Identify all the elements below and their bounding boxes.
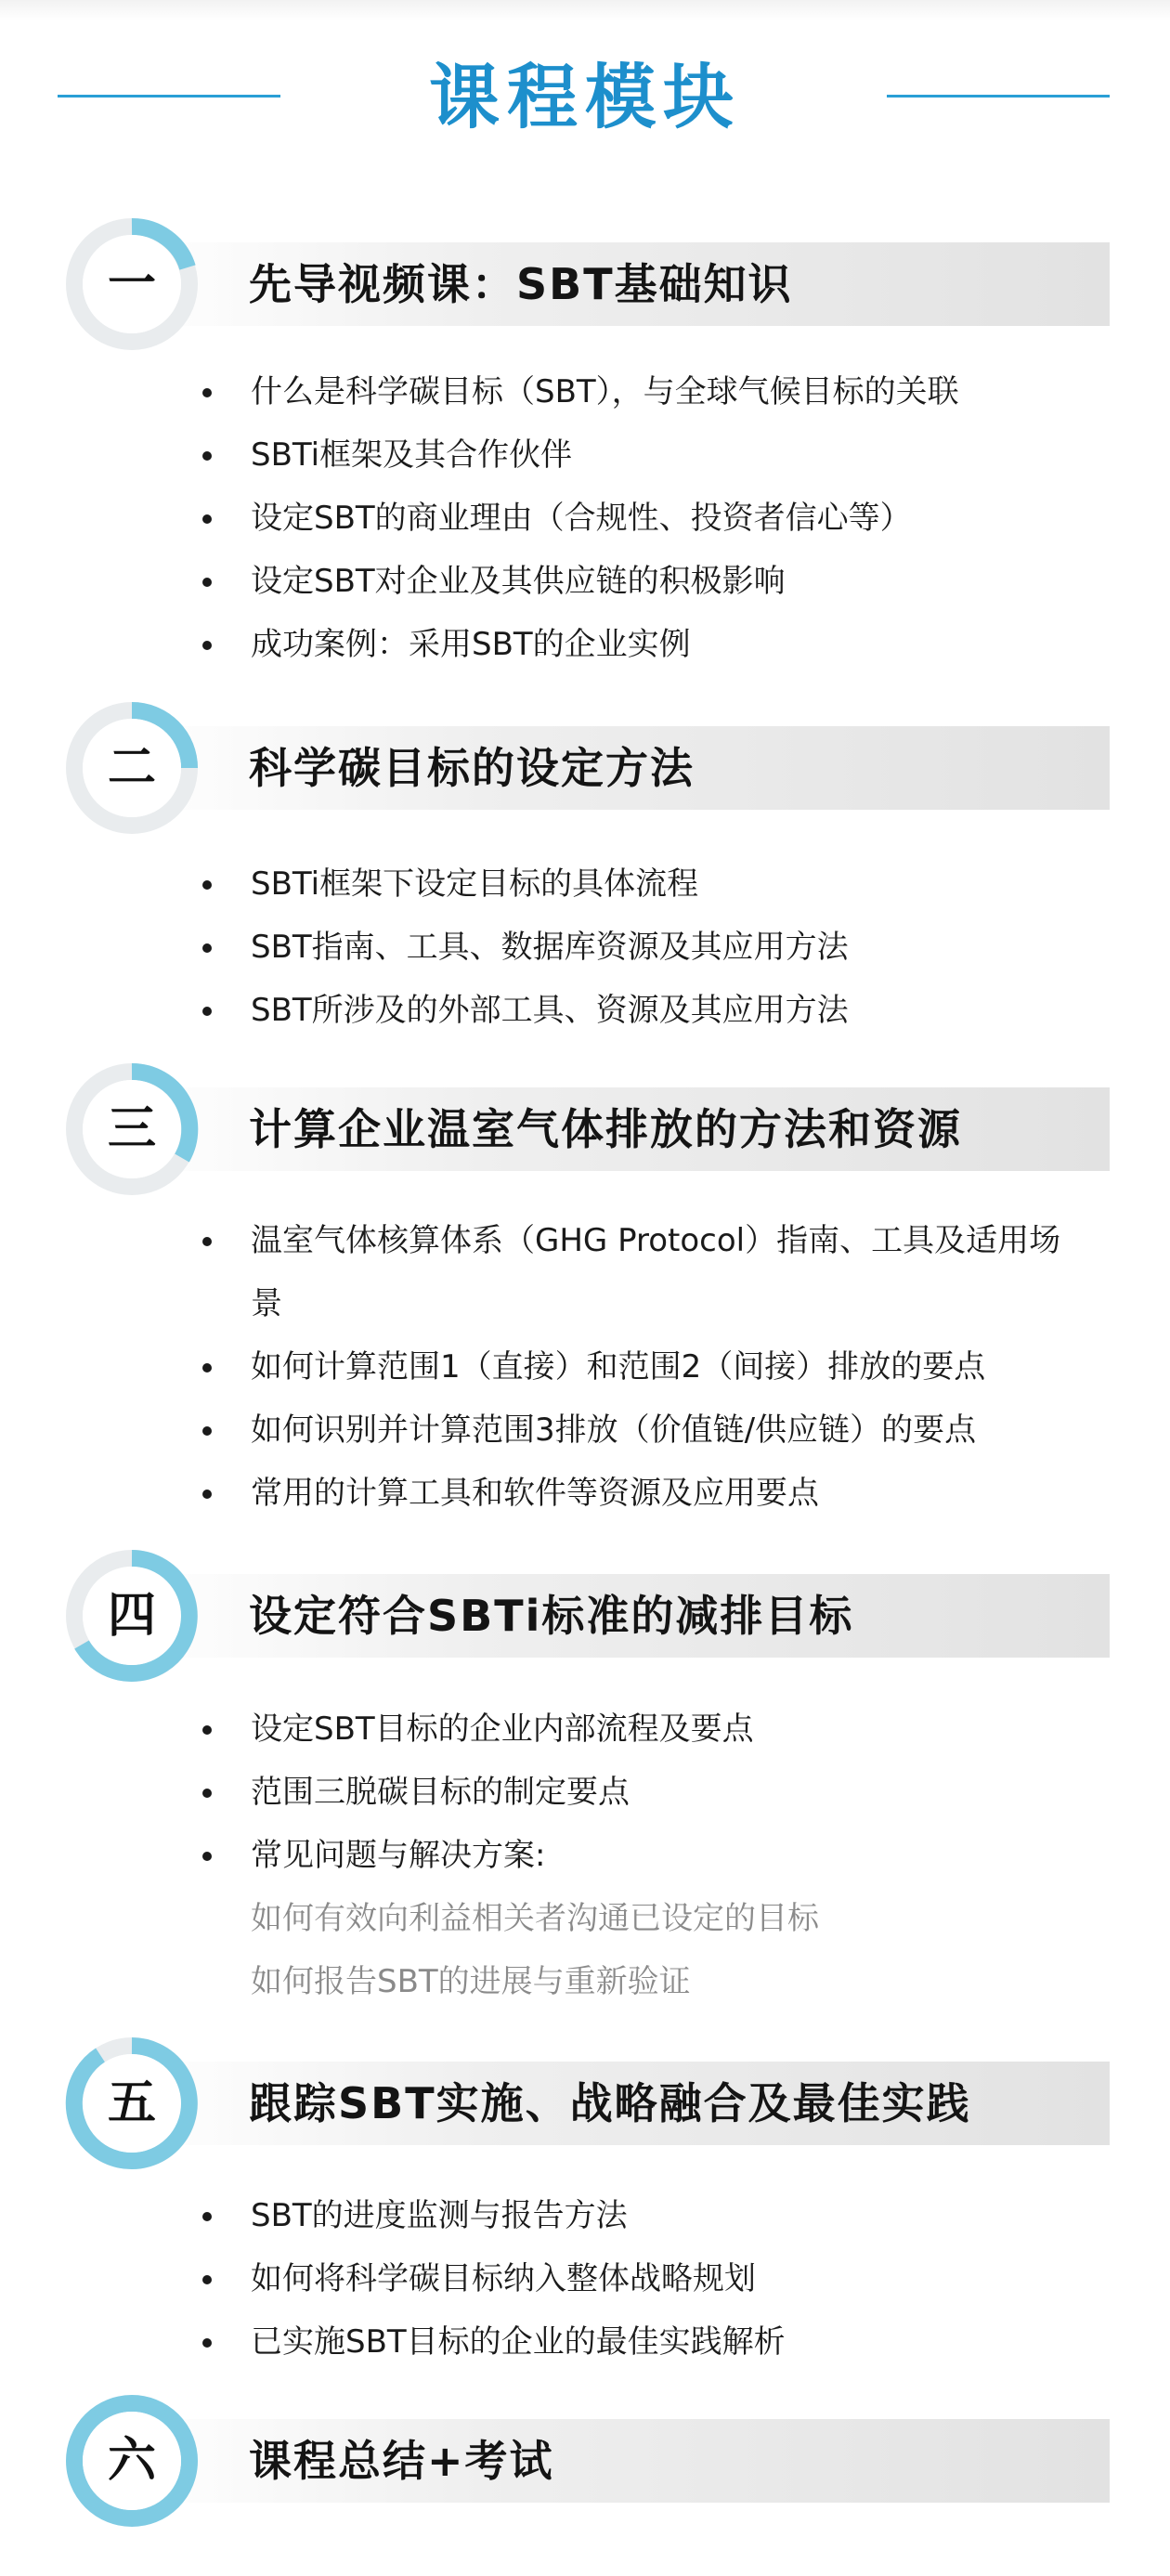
bullet-dot: [202, 641, 212, 650]
list-item: SBT的进度监测与报告方法: [251, 2184, 1086, 2247]
list-item: 什么是科学碳目标（SBT），与全球气候目标的关联: [251, 360, 1086, 423]
bullet-dot: [202, 1789, 212, 1798]
header: [0, 37, 1170, 149]
bullet-dot: [202, 1852, 212, 1861]
module-title: 科学碳目标的设定方法: [249, 743, 695, 793]
module-title: 课程总结+考试: [249, 2436, 554, 2486]
bullet-dot: [202, 514, 212, 524]
module-title: 计算企业温室气体排放的方法和资源: [249, 1104, 962, 1154]
sub-item: 如何报告SBT的进展与重新验证: [251, 1963, 691, 2000]
bullet-dot: [202, 880, 212, 890]
bullet-dot: [202, 943, 212, 953]
list-item: 常见问题与解决方案:: [251, 1824, 1086, 1887]
bullet-dot: [202, 1725, 212, 1735]
list-item: 常用的计算工具和软件等资源及应用要点: [251, 1462, 1086, 1525]
list-item: 如何将科学碳目标纳入整体战略规划: [251, 2247, 1086, 2310]
module-number-badge: [58, 1055, 206, 1203]
list-item: SBT所涉及的外部工具、资源及其应用方法: [251, 979, 1086, 1042]
header-divider-right: [887, 95, 1110, 98]
bullet-dot: [202, 1007, 212, 1016]
list-item: 成功案例：采用SBT的企业实例: [251, 613, 1086, 676]
module-number-badge: [58, 210, 206, 358]
bullet-dot: [202, 578, 212, 587]
module-number: 一: [107, 255, 156, 312]
bullet-dot: [202, 2275, 212, 2284]
module-number: 六: [107, 2432, 156, 2489]
page-title: 课程模块: [429, 56, 741, 138]
bullet-dot: [202, 1237, 212, 1246]
bullet-dot: [202, 388, 212, 397]
bullet-dot: [202, 1426, 212, 1436]
module-number-badge: [58, 1542, 206, 1690]
list-item: 如何计算范围1（直接）和范围2（间接）排放的要点: [251, 1335, 1086, 1399]
list-item: SBTi框架下设定目标的具体流程: [251, 852, 1086, 916]
list-item: 如何识别并计算范围3排放（价值链/供应链）的要点: [251, 1399, 1086, 1462]
module-number-badge: [58, 2387, 206, 2535]
module-number: 四: [107, 1587, 156, 1644]
module-title: 设定符合SBTi标准的减排目标: [249, 1591, 854, 1641]
sub-item: 如何有效向利益相关者沟通已设定的目标: [251, 1900, 819, 1937]
list-item: SBTi框架及其合作伙伴: [251, 423, 1086, 487]
list-item: SBT指南、工具、数据库资源及其应用方法: [251, 916, 1086, 979]
bullet-dot: [202, 2338, 212, 2348]
list-item: 设定SBT目标的企业内部流程及要点: [251, 1698, 1086, 1761]
list-item: 已实施SBT目标的企业的最佳实践解析: [251, 2310, 1086, 2374]
list-item: 设定SBT的商业理由（合规性、投资者信心等）: [251, 487, 1086, 550]
bullet-dot: [202, 451, 212, 461]
list-item: 范围三脱碳目标的制定要点: [251, 1761, 1086, 1824]
bullet-dot: [202, 2212, 212, 2221]
list-item: 设定SBT对企业及其供应链的积极影响: [251, 550, 1086, 613]
top-strip: [0, 0, 1170, 20]
bullet-dot: [202, 1363, 212, 1373]
module-number: 三: [107, 1100, 156, 1157]
bullet-dot: [202, 1490, 212, 1499]
module-title: 先导视频课：SBT基础知识: [249, 259, 793, 309]
list-item: 温室气体核算体系（GHG Protocol）指南、工具及适用场景: [251, 1209, 1086, 1335]
module-title: 跟踪SBT实施、战略融合及最佳实践: [249, 2078, 971, 2128]
module-number: 五: [107, 2075, 156, 2131]
module-number-badge: [58, 694, 206, 842]
module-number-badge: [58, 2029, 206, 2178]
module-number: 二: [107, 739, 156, 796]
